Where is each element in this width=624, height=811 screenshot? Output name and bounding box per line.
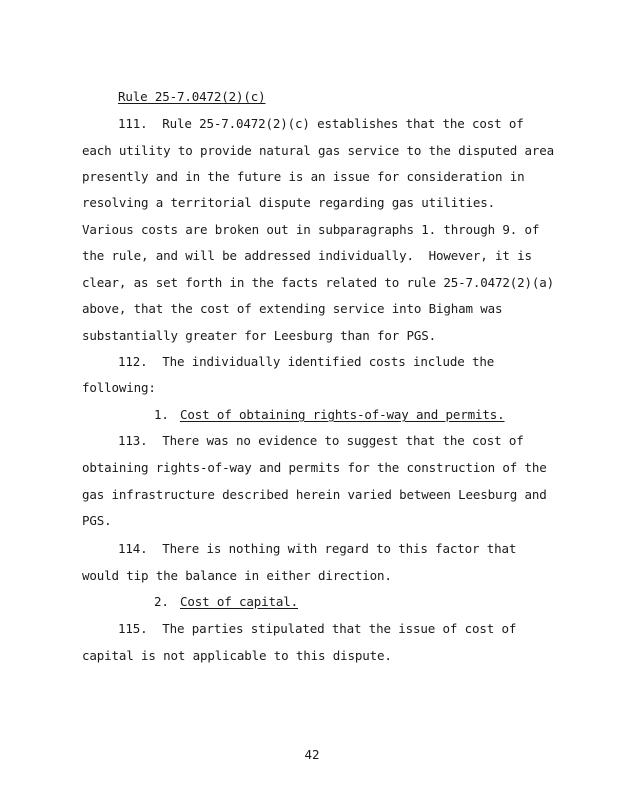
paragraph-111-line-5: Various costs are broken out in subparagraphs 1. through 9. of [82,222,540,237]
paragraph-111-line-6: the rule, and will be addressed individually. However, it is [82,248,532,263]
page-number: 42 [304,747,320,762]
paragraph-111-line-8: above, that the cost of extending service into Bigham was [82,301,503,316]
paragraph-114-line-2: would tip the balance in either direction. [82,568,392,583]
paragraph-111-line-7: clear, as set forth in the facts related to rule 25-7.0472(2)(a) [82,275,555,290]
paragraph-113-line-4: PGS. [82,513,112,528]
paragraph-112-line-2: following: [82,380,156,395]
section-heading: Rule 25-7.0472(2)(c) [118,89,266,104]
paragraph-111-line-1: 111. Rule 25-7.0472(2)(c) establishes that the cost of [118,116,524,131]
paragraph-111-line-4: resolving a territorial dispute regarding gas utilities. [82,195,496,210]
item-1-title: Cost of obtaining rights-of-way and permits. [180,407,505,422]
paragraph-115-line-1: 115. The parties stipulated that the issue of cost of [118,621,517,636]
paragraph-113-line-2: obtaining rights-of-way and permits for the construction of the [82,460,547,475]
paragraph-111-line-3: presently and in the future is an issue for consideration in [82,169,525,184]
paragraph-113-line-1: 113. There was no evidence to suggest that the cost of [118,433,524,448]
paragraph-114-line-1: 114. There is nothing with regard to this factor that [118,541,517,556]
paragraph-111-line-2: each utility to provide natural gas service to the disputed area [82,143,555,158]
item-2-title: Cost of capital. [180,594,299,609]
paragraph-115-line-2: capital is not applicable to this dispute. [82,648,392,663]
paragraph-113-line-3: gas infrastructure described herein varied between Leesburg and [82,487,547,502]
paragraph-111-line-9: substantially greater for Leesburg than for PGS. [82,328,437,343]
paragraph-112-line-1: 112. The individually identified costs include the [118,354,495,369]
item-2-number: 2. [154,594,169,609]
item-1-number: 1. [154,407,169,422]
